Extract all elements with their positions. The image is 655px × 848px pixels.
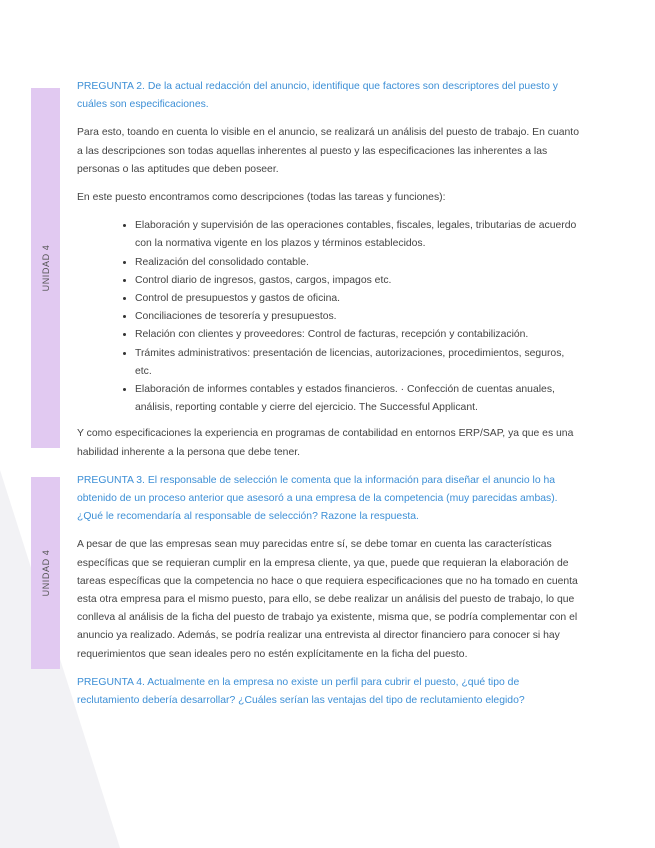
- side-tab-unidad-4-second: [31, 477, 60, 669]
- side-tab-label: UNIDAD 4: [40, 244, 51, 292]
- list-item: • Conciliaciones de tesorería y presupuestos.: [135, 308, 582, 326]
- descriptors-list: [77, 217, 582, 417]
- list-item: • Relación con clientes y proveedores: Control de facturas, recepción y contabilización.: [135, 326, 582, 344]
- question-3: PREGUNTA 3. El responsable de selección le comenta que la información para diseñar el anuncio lo ha obtenido de un proceso anterior que asesoró a una empresa de la competencia (muy parecidas ambas). ¿Qué le recomendaría al responsable de selección? Razone la respuesta.: [77, 474, 558, 523]
- question-2: PREGUNTA 2. De la actual redacción del anuncio, identifique que factores son descriptores del puesto y cuáles son especificaciones.: [77, 81, 558, 111]
- answer-2-paragraph-3: Y como especificaciones la experiencia en programas de contabilidad en entornos ERP/SAP, ya que es una habilidad inherente a la persona que debe tener.: [77, 428, 574, 458]
- answer-2-paragraph-2: En este puesto encontramos como descripciones (todas las tareas y funciones):: [77, 192, 446, 204]
- list-item: • Trámites administrativos: presentación de licencias, autorizaciones, procedimientos, seguros, etc.: [135, 345, 582, 381]
- list-item: • Elaboración de informes contables y estados financieros. · Confección de cuentas anuales, análisis, reporting contable y cierre del ejercicio. The Successful Applicant.: [135, 381, 582, 417]
- list-item: • Control de presupuestos y gastos de oficina.: [135, 290, 582, 308]
- list-item: • Elaboración y supervisión de las operaciones contables, fiscales, legales, tributarias de acuerdo con la normativa vigente en los plazos y términos establecidos.: [135, 217, 582, 253]
- list-item: • Control diario de ingresos, gastos, cargos, impagos etc.: [135, 272, 582, 290]
- side-tab-label: UNIDAD 4: [40, 549, 51, 597]
- side-tab-unidad-4: [31, 88, 60, 448]
- answer-2-paragraph-1: Para esto, toando en cuenta lo visible en el anuncio, se realizará un análisis del puesto de trabajo. En cuanto a las descripciones son todas aquellas inherentes al puesto y las especificaciones las inherentes a las personas o las aptitudes que deben poseer.: [77, 127, 579, 175]
- document-body: [77, 78, 582, 720]
- answer-3: A pesar de que las empresas sean muy parecidas entre sí, se debe tomar en cuenta las características específicas que se requieran cumplir en la empresa cliente, ya que, puede que requieran la elaboración de tareas específicas que la competencia no hace o que requiera especificaciones que no ha tomado en cuenta esta otra empresa para el mismo puesto, para ello, se debe realizar un análisis del puesto de trabajo, lo que conlleva al análisis de la ficha del puesto de trabajo ya existente, misma que, se podría complementar con el anuncio ya realizado. Además, se podría realizar una entrevista al director financiero para conocer si hay requerimientos que sean ideales pero no estén explícitamente en la ficha del puesto.: [77, 539, 578, 660]
- question-4: PREGUNTA 4. Actualmente en la empresa no existe un perfil para cubrir el puesto, ¿qué tipo de reclutamiento debería desarrollar? ¿Cuáles serían las ventajas del tipo de reclutamiento elegido?: [77, 676, 525, 707]
- list-item: • Realización del consolidado contable.: [135, 254, 582, 272]
